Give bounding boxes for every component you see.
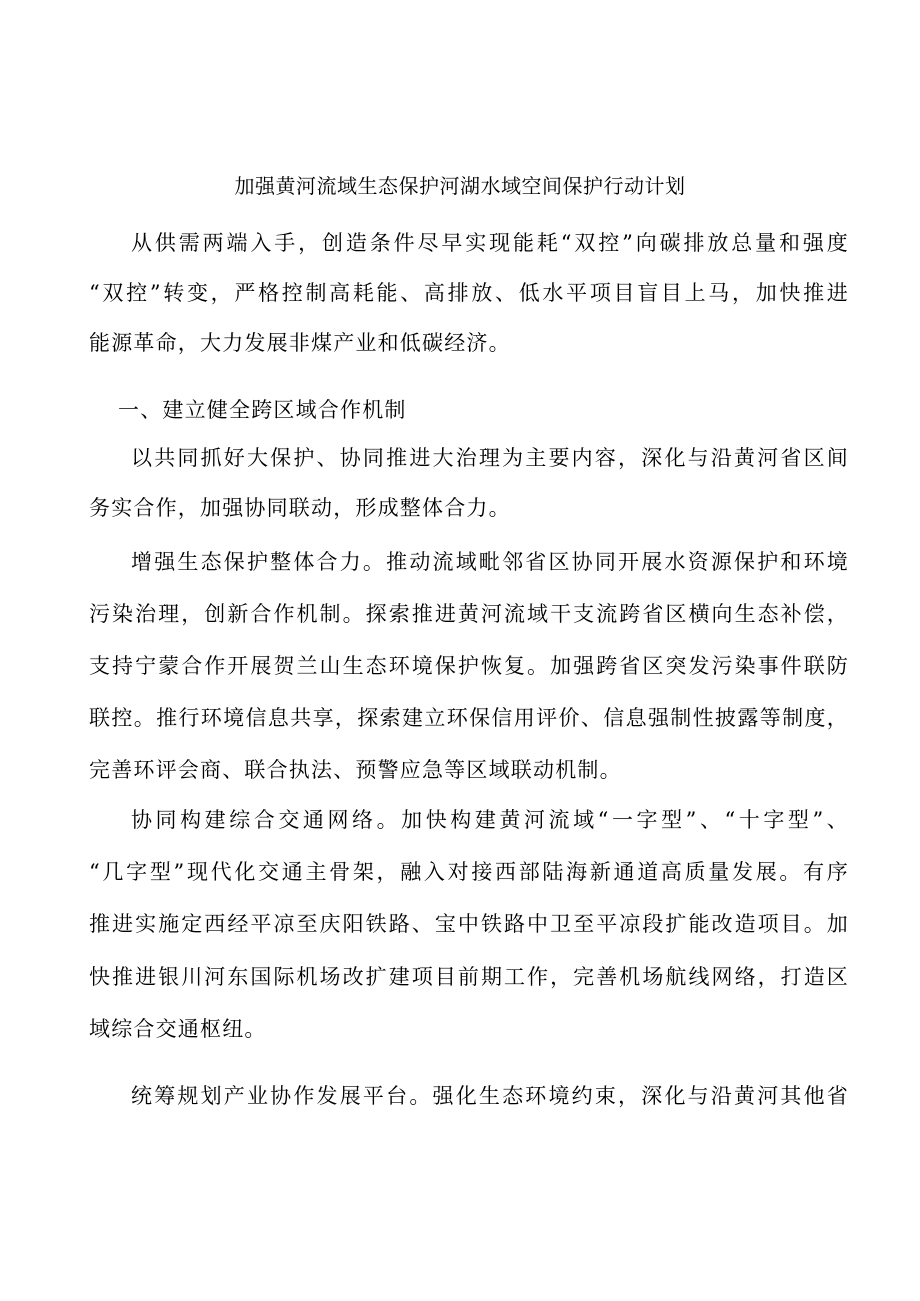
para3-line-1: 协同构建综合交通网络。加快构建黄河流域“一字型”、“十字型”、 (131, 808, 849, 832)
para3-line-2: “几字型”现代化交通主骨架，融入对接西部陆海新通道高质量发展。有序 (89, 860, 849, 884)
para2-line-2: 污染治理，创新合作机制。探索推进黄河流域干支流跨省区横向生态补偿， (89, 602, 849, 626)
intro-line-3: 能源革命，大力发展非煤产业和低碳经济。 (89, 331, 511, 355)
para1-line-1: 以共同抓好大保护、协同推进大治理为主要内容，深化与沿黄河省区间 (131, 446, 849, 470)
section-heading: 一、建立健全跨区域合作机制 (118, 398, 407, 422)
para3-line-5: 域综合交通枢纽。 (89, 1017, 267, 1041)
para3-line-3: 推进实施定西经平凉至庆阳铁路、宝中铁路中卫至平凉段扩能改造项目。加 (89, 912, 849, 936)
para2-line-5: 完善环评会商、联合执法、预警应急等区域联动机制。 (89, 758, 622, 782)
para3-line-4: 快推进银川河东国际机场改扩建项目前期工作，完善机场航线网络，打造区 (89, 965, 849, 989)
para4-line-1: 统筹规划产业协作发展平台。强化生态环境约束，深化与沿黄河其他省 (131, 1084, 849, 1108)
para2-line-1: 增强生态保护整体合力。推动流域毗邻省区协同开展水资源保护和环境 (131, 550, 849, 574)
para1-line-2: 务实合作，加强协同联动，形成整体合力。 (89, 496, 511, 520)
intro-line-1: 从供需两端入手，创造条件尽早实现能耗“双控”向碳排放总量和强度 (131, 231, 849, 255)
para2-line-4: 联控。推行环境信息共享，探索建立环保信用评价、信息强制性披露等制度， (89, 706, 849, 730)
intro-line-2: “双控”转变，严格控制高耗能、高排放、低水平项目盲目上马，加快推进 (89, 281, 849, 305)
document-title: 加强黄河流域生态保护河湖水域空间保护行动计划 (234, 174, 686, 198)
para2-line-3: 支持宁蒙合作开展贺兰山生态环境保护恢复。加强跨省区突发污染事件联防 (89, 654, 849, 678)
